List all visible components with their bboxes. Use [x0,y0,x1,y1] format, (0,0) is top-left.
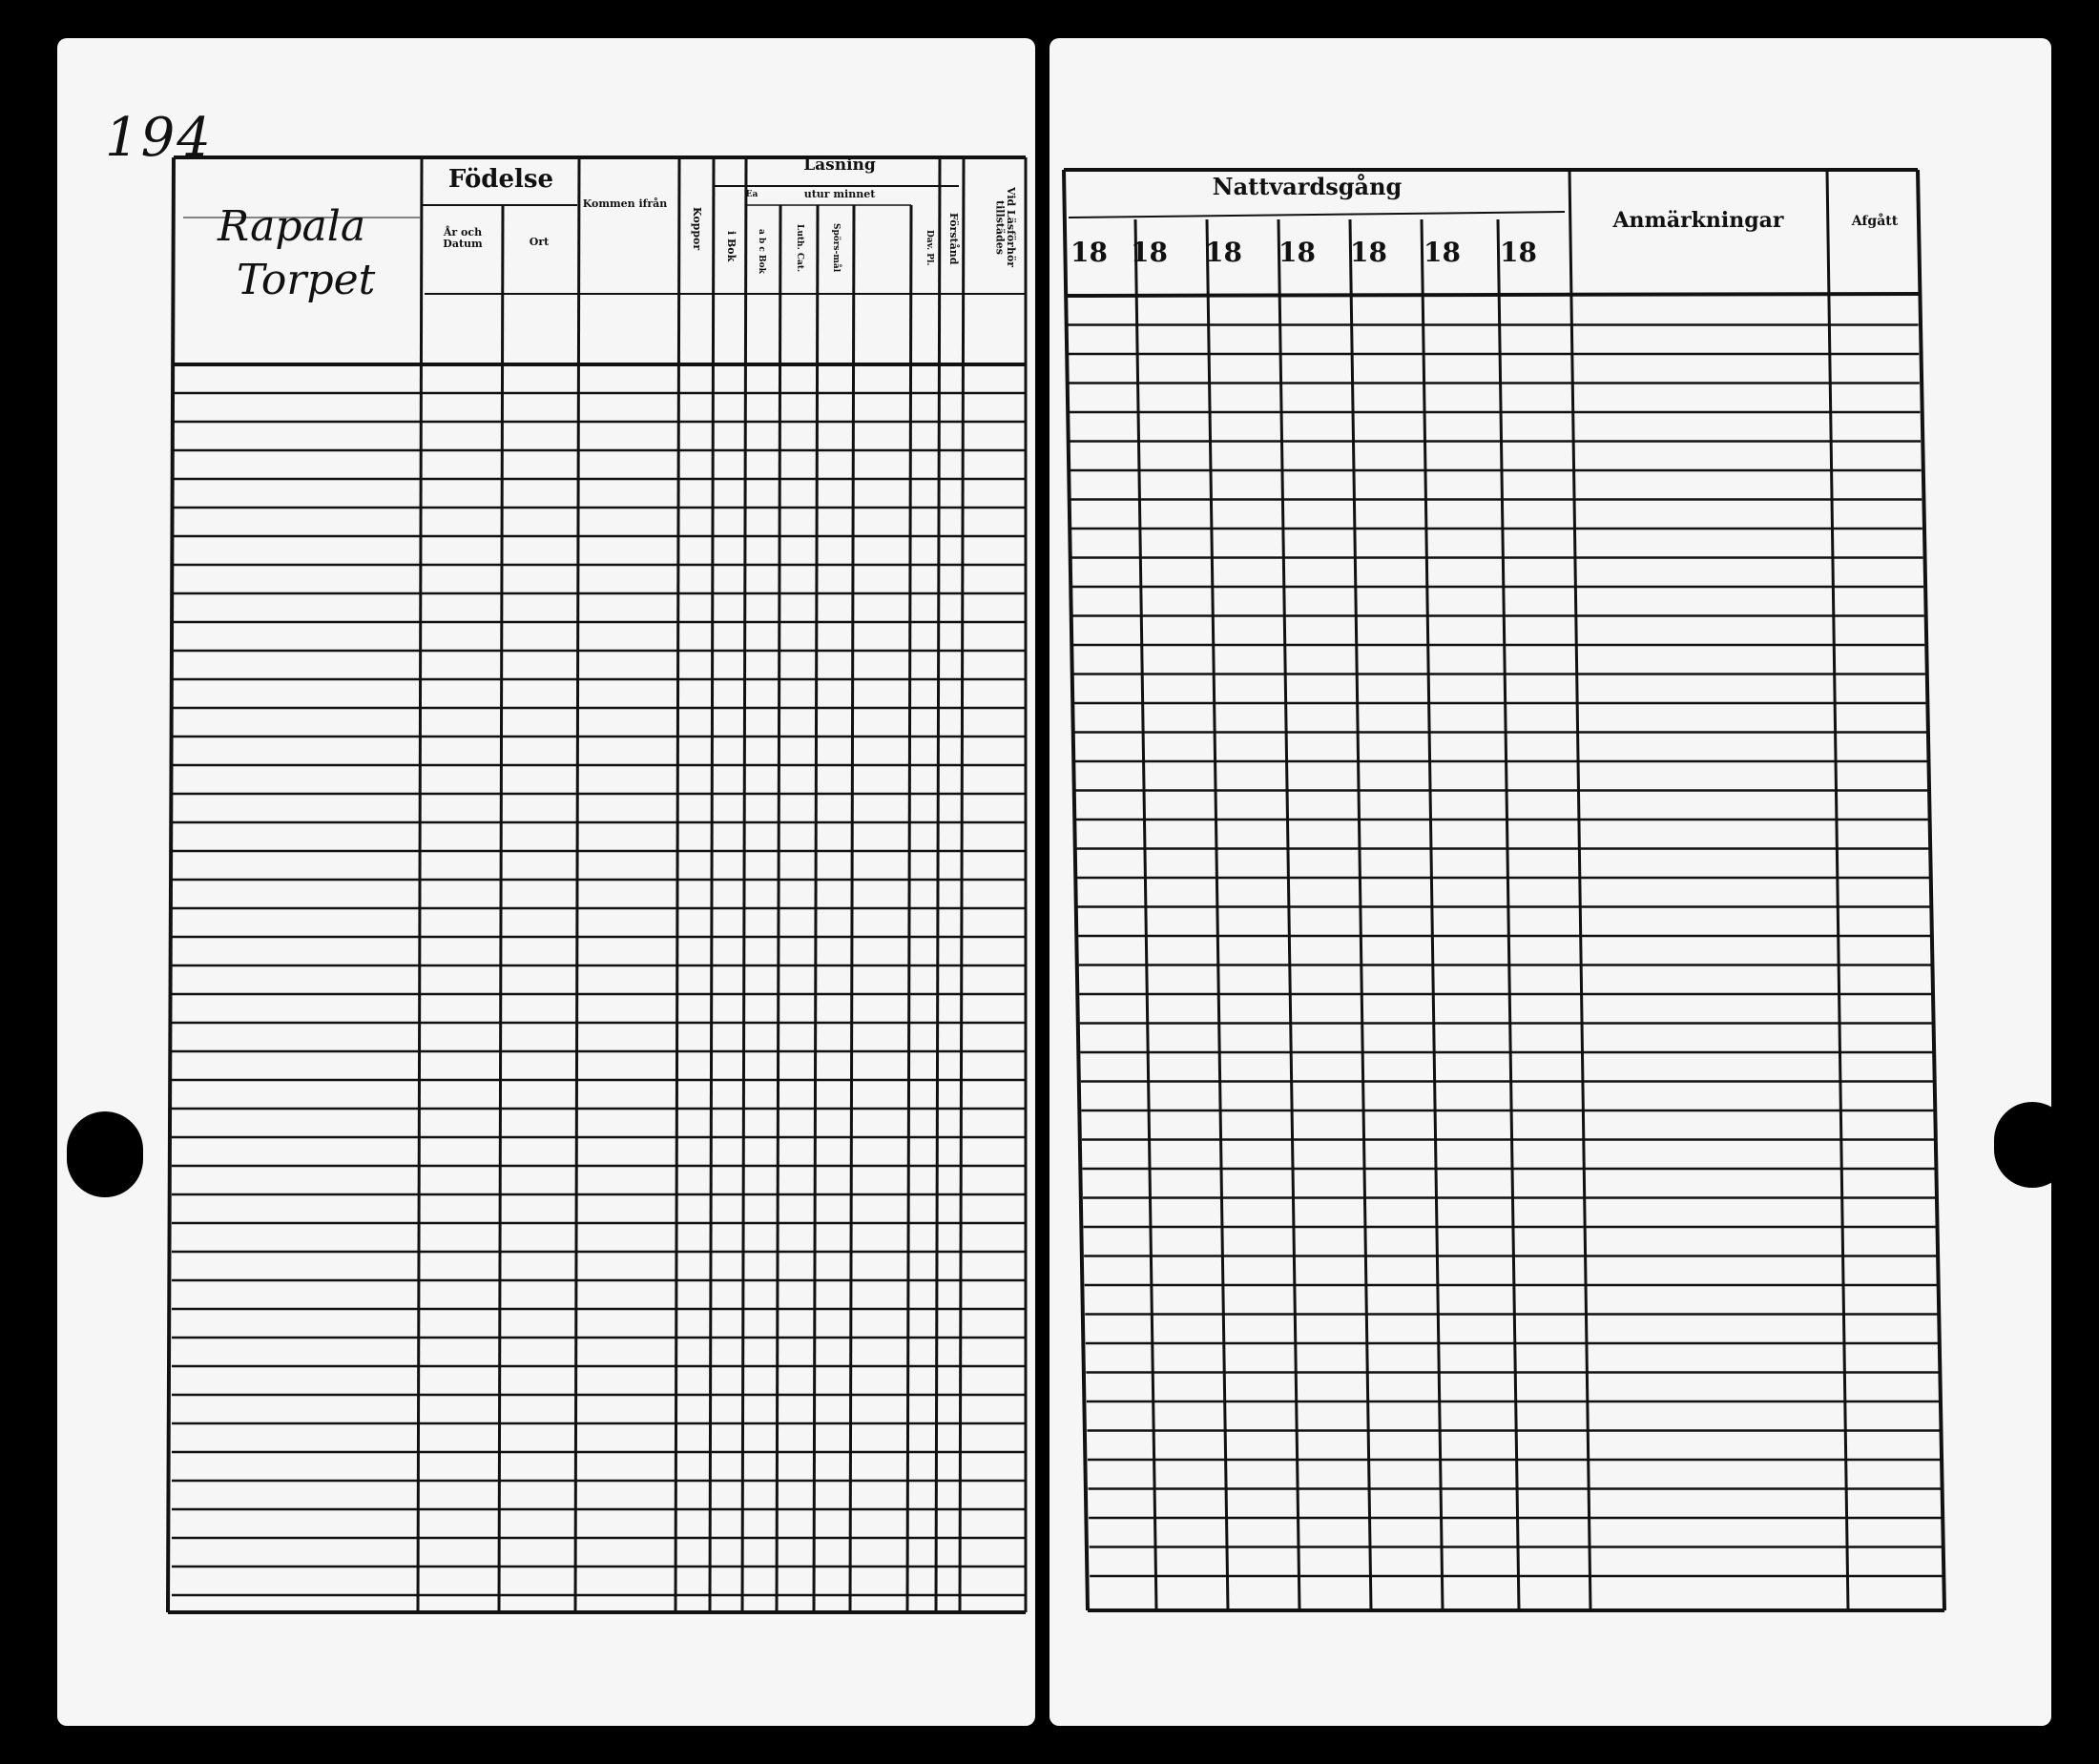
year-prefix-1: 18 [1070,237,1108,268]
year-prefix-3: 18 [1205,237,1242,268]
right-column-line [1569,170,1590,1610]
year-prefix-7: 18 [1500,237,1537,268]
header-utur-minnet: utur minnet [803,188,876,200]
farm-name: Torpet [237,256,376,304]
year-prefix-2: 18 [1131,237,1168,268]
right-table-right [1918,170,1944,1610]
year-prefix-6: 18 [1424,237,1461,268]
year-prefix-4: 18 [1278,237,1316,268]
header-luth-cat: Luth. Cat. [795,223,804,273]
right-header-bottom [1067,294,1920,296]
header-lasning: Läsning [803,156,876,175]
header-i-bok: i Bok [725,230,738,262]
header-afgatt: Afgått [1851,214,1899,229]
header-kopper: Koppor [691,207,703,251]
header-ort: Ort [529,236,550,248]
header-ea: Ea [745,190,759,199]
header-forstand: Förstånd [947,212,960,265]
year-prefix-5: 18 [1350,237,1387,268]
header-spreakel: Spörs-mål [831,223,841,273]
nattvard-subheader-line [1069,212,1565,218]
header-kommen-ifran: Kommen ifrån [582,197,668,210]
header-dav-pl: Dav. Pl. [925,230,934,266]
right-table-left [1064,170,1088,1610]
village-name: Rapala [218,202,366,251]
right-column-line [1827,170,1848,1610]
header-ar-och-datum: År och Datum [443,226,483,250]
header-nattvardsgang: Nattvardsgång [1212,173,1403,200]
header-fodelse: Födelse [447,165,554,194]
page-number: 194 [105,107,213,169]
header-anmarkningar: Anmärkningar [1612,208,1784,233]
header-abc-bok: a b c Bok [757,228,766,274]
header-vid-lasforhor: Vid Läsförhör tillstädes [993,186,1017,268]
